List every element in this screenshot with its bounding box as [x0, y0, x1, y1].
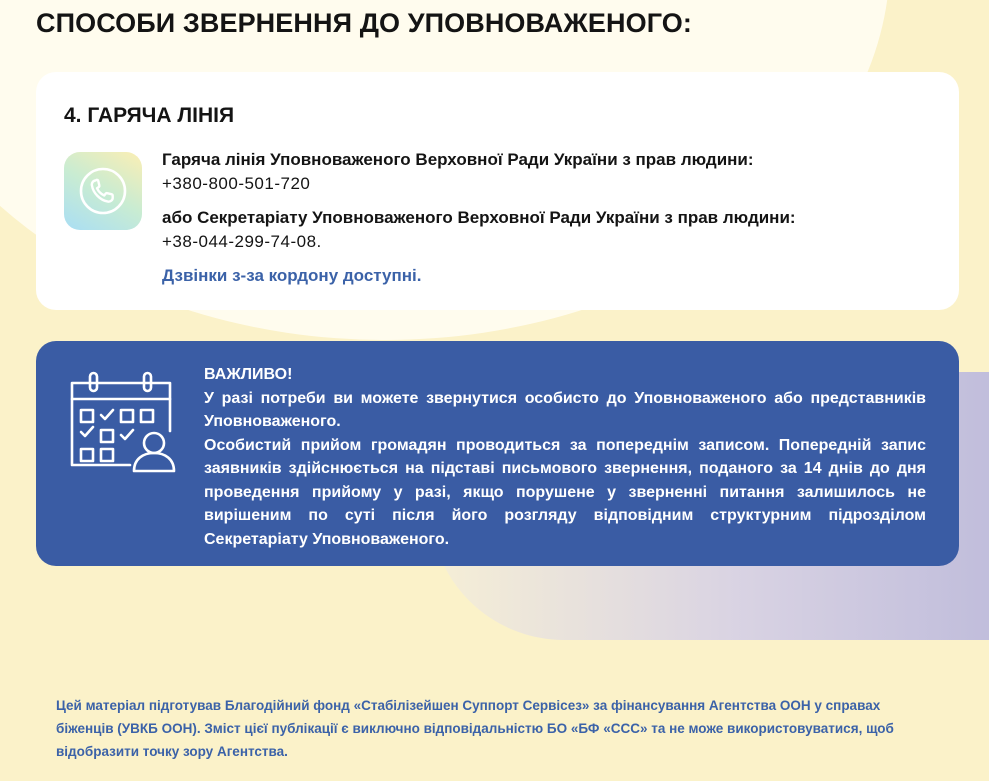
secretariat-hotline-phone[interactable]: +38-044-299-74-08.	[162, 232, 322, 251]
abroad-calls-note: Дзвінки з-за кордону доступні.	[162, 266, 422, 285]
secretariat-hotline-label: або Секретаріату Уповноваженого Верховної Ради України з прав людини:	[162, 208, 796, 227]
hotline-heading: 4. ГАРЯЧА ЛІНІЯ	[64, 104, 235, 127]
important-paragraph-appointment: Особистий прийом громадян проводиться за попереднім записом. Попередній запис заявників здійснюється на підставі письмового звернення, поданого за 14 днів до дня проведення прийому у разі, якщо порушене у зверненні питання залишилось не вирішеним по суті після його розгляду відповідним структурним підрозділом Секретаріату Уповноваженого.	[204, 436, 926, 548]
important-notice-card	[36, 341, 959, 566]
hotline-details	[162, 148, 952, 288]
important-heading: ВАЖЛИВО!	[204, 366, 293, 383]
hotline-card	[36, 72, 959, 310]
page-title: СПОСОБИ ЗВЕРНЕННЯ ДО УПОВНОВАЖЕНОГО:	[36, 8, 692, 38]
funding-disclaimer: Цей матеріал підготував Благодійний фонд «Стабілізейшен Суппорт Сервісез» за фінансування Агентства ООН у справах біженців (УВКБ ООН). Зміст цієї публікації є виключно відповідальністю БО «БФ «ССС» та не може використовуватися, щоб відобразити точку зору Агентства.	[56, 698, 894, 759]
ombudsman-hotline-phone[interactable]: +380-800-501-720	[162, 174, 311, 193]
calendar-appointment-icon	[66, 365, 182, 477]
important-paragraph-personal-visit: У разі потреби ви можете звернутися особисто до Уповноваженого або представників Уповноваженого.	[204, 389, 926, 430]
phone-icon	[64, 152, 142, 230]
important-notice-text	[204, 363, 926, 551]
ombudsman-hotline-label: Гаряча лінія Уповноваженого Верховної Ради України з прав людини:	[162, 150, 754, 169]
